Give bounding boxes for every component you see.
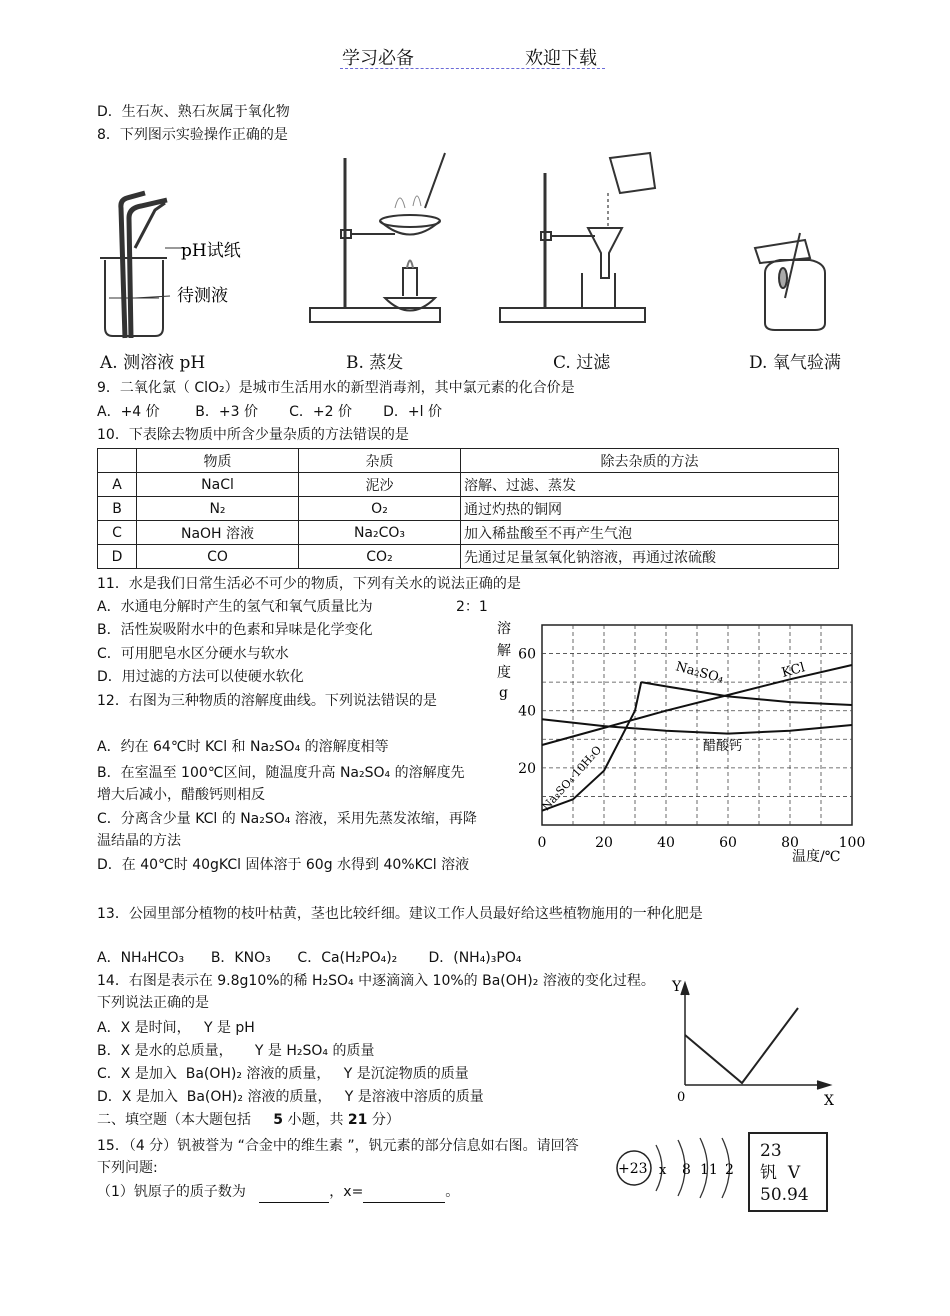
- x-tick-label: 20: [595, 835, 613, 851]
- q15-sub1-text: （1）钒原子的质子数为: [97, 1184, 246, 1200]
- q9-stem: 9．二氧化氯（ ClO₂）是城市生活用水的新型消毒剂，其中氯元素的化合价是: [97, 380, 575, 396]
- caption-d: D. 氧气验满: [749, 353, 841, 373]
- q12-stem: 12．右图为三种物质的溶解度曲线。下列说法错误的是: [97, 693, 437, 709]
- element-name: 钒: [760, 1163, 777, 1183]
- q10-stem: 10．下表除去物质中所含少量杂质的方法错误的是: [97, 427, 409, 443]
- q12-option-a: A．约在 64℃时 KCl 和 Na₂SO₄ 的溶解度相等: [97, 739, 389, 755]
- header-divider: [340, 68, 605, 69]
- table-cell: 先通过足量氢氧化钠溶液，再通过浓硫酸: [461, 545, 839, 569]
- q14-graph: [660, 975, 840, 1110]
- table-cell: NaOH 溶液: [137, 521, 299, 545]
- table-row: [98, 497, 839, 521]
- q15-sub1-x: ，x=: [329, 1184, 364, 1200]
- series-line: [641, 682, 852, 705]
- ph-paper-label: pH试纸: [181, 241, 241, 261]
- header-cell: [98, 449, 137, 473]
- q14-stem: 14．右图是表示在 9.8g10%的稀 H₂SO₄ 中逐滴滴入 10%的 Ba(OH)₂ 溶液的变化过程。下列说法正确的是: [97, 973, 655, 1011]
- ylabel-char-4: g: [499, 685, 508, 701]
- table-cell: Na₂CO₃: [299, 521, 461, 545]
- q15-sub1: [97, 1182, 459, 1203]
- x-tick-label: 60: [719, 835, 737, 851]
- y-tick-label: 40: [518, 703, 536, 720]
- caption-b: B. 蒸发: [346, 353, 404, 373]
- section2-count: 5: [273, 1112, 284, 1128]
- q12-option-c: C．分离含少量 KCl 的 Na₂SO₄ 溶液，采用先蒸发浓缩，再降温结晶的方法: [97, 811, 477, 849]
- q12-option-d: D．在 40℃时 40gKCl 固体溶于 60g 水得到 40%KCl 溶液: [97, 857, 470, 873]
- element-name-row: [760, 1162, 826, 1184]
- table-row: [98, 473, 839, 497]
- table-cell: 通过灼热的铜网: [461, 497, 839, 521]
- q11-option-a: A．水通电分解时产生的氢气和氧气质量比为: [97, 599, 373, 615]
- q11-option-c: C．可用肥皂水区分硬水与软水: [97, 646, 289, 662]
- q7-option-d: D．生石灰、熟石灰属于氧化物: [97, 104, 290, 120]
- answer-blank-proton[interactable]: [259, 1182, 329, 1203]
- q13-stem: 13．公园里部分植物的枝叶枯黄，茎也比较纤细。建议工作人员最好给这些植物施用的一种化肥是: [97, 906, 703, 922]
- y-tick-label: 20: [518, 760, 536, 777]
- header-cell: 除去杂质的方法: [461, 449, 839, 473]
- solubility-chart: [485, 615, 870, 870]
- q8-stem: 8．下列图示实验操作正确的是: [97, 127, 288, 143]
- label-na2so4: Na₂SO₄: [673, 659, 726, 687]
- ylabel-char-1: 溶: [497, 621, 511, 637]
- shell-4: 2: [725, 1162, 734, 1178]
- section2-title-text: 二、填空题（本大题包括: [97, 1112, 251, 1128]
- shell-1: x: [659, 1163, 667, 1178]
- q15-stem: 15．（4 分）钒被誉为 “合金中的维生素 ”，钒元素的部分信息如右图。请回答下列问题:: [97, 1138, 579, 1176]
- q11-option-d: D．用过滤的方法可以使硬水软化: [97, 669, 304, 685]
- table-row: [98, 521, 839, 545]
- table-cell: A: [98, 473, 137, 497]
- q14-option-b: B．X 是水的总质量， Y 是 H₂SO₄ 的质量: [97, 1043, 375, 1059]
- q12-option-b: B．在室温至 100℃区间，随温度升高 Na₂SO₄ 的溶解度先增大后减小，醋酸钙则相反: [97, 765, 465, 803]
- shell-2: 8: [682, 1162, 691, 1178]
- ylabel-char-2: 解: [497, 643, 511, 659]
- label-calcium-acetate: 醋酸钙: [703, 739, 743, 754]
- q14-graph-origin: 0: [677, 1090, 686, 1105]
- q14-graph-x-label: X: [824, 1093, 834, 1109]
- table-cell: CO: [137, 545, 299, 569]
- header-left: 学习必备: [342, 48, 414, 69]
- atomic-number: 23: [760, 1141, 782, 1161]
- vanadium-atom-diagram: [612, 1130, 747, 1210]
- shell-3: 11: [700, 1162, 718, 1178]
- q14-option-d: D．X 是加入 Ba(OH)₂ 溶液的质量， Y 是溶液中溶质的质量: [97, 1089, 484, 1105]
- caption-c: C. 过滤: [553, 353, 611, 373]
- answer-blank-x[interactable]: [363, 1182, 445, 1203]
- figure-d-oxygen-test: [755, 233, 825, 330]
- element-card: [748, 1132, 828, 1212]
- header-cell: 物质: [137, 449, 299, 473]
- table-row: [98, 545, 839, 569]
- table-cell: B: [98, 497, 137, 521]
- table-cell: CO₂: [299, 545, 461, 569]
- y-tick-label: 60: [518, 646, 536, 663]
- table-cell: NaCl: [137, 473, 299, 497]
- caption-a: A. 测溶液 pH: [100, 353, 206, 373]
- table-header-row: [98, 449, 839, 473]
- q13-options: A．NH₄HCO₃ B．KNO₃ C．Ca(H₂PO₄)₂ D．(NH₄)₃PO₄: [97, 950, 522, 966]
- section2-score: 21: [347, 1112, 368, 1128]
- x-tick-label: 0: [537, 835, 547, 851]
- table-cell: 泥沙: [299, 473, 461, 497]
- section2-end: 分）: [371, 1112, 400, 1128]
- q11-option-b: B．活性炭吸附水中的色素和异味是化学变化: [97, 622, 373, 638]
- q9-options: A．+4 价 B．+3 价 C．+2 价 D．+l 价: [97, 404, 442, 420]
- q15-sub1-end: 。: [445, 1184, 460, 1200]
- q14-option-a: A．X 是时间， Y 是 pH: [97, 1020, 255, 1036]
- table-cell: 溶解、过滤、蒸发: [461, 473, 839, 497]
- ylabel-char-3: 度: [497, 665, 511, 681]
- x-tick-label: 100: [838, 835, 866, 851]
- atomic-mass: 50.94: [760, 1185, 809, 1205]
- q14-graph-line: [685, 1008, 798, 1083]
- table-cell: 加入稀盐酸至不再产生气泡: [461, 521, 839, 545]
- figure-c-filtration: [500, 153, 655, 322]
- table-cell: O₂: [299, 497, 461, 521]
- q8-experiment-figures: [95, 148, 875, 348]
- q14-graph-y-label: Y: [672, 979, 682, 995]
- figure-a-ph-test: [100, 193, 185, 338]
- q11-option-a-ratio: 2：1: [456, 599, 488, 615]
- table-cell: C: [98, 521, 137, 545]
- table-cell: D: [98, 545, 137, 569]
- q11-stem: 11．水是我们日常生活必不可少的物质，下列有关水的说法正确的是: [97, 576, 521, 592]
- test-liquid-label: 待测液: [177, 286, 228, 306]
- label-kcl: KCl: [780, 660, 807, 681]
- label-na2so4-hydrate: Na₂SO₄·10H₂O: [539, 743, 605, 814]
- section2-title: [97, 1110, 400, 1130]
- nucleus-charge: +23: [618, 1161, 648, 1177]
- figure-b-evaporation: [310, 153, 445, 322]
- chart-xlabel: 温度/℃: [792, 849, 841, 865]
- x-tick-label: 80: [781, 835, 799, 851]
- header-right: 欢迎下载: [525, 48, 597, 69]
- x-tick-label: 40: [657, 835, 675, 851]
- q10-table: [97, 448, 839, 569]
- q14-option-c: C．X 是加入 Ba(OH)₂ 溶液的质量， Y 是沉淀物质的质量: [97, 1066, 469, 1082]
- table-cell: N₂: [137, 497, 299, 521]
- header-cell: 杂质: [299, 449, 461, 473]
- element-symbol: V: [787, 1163, 801, 1183]
- section2-mid: 小题，共: [287, 1112, 344, 1128]
